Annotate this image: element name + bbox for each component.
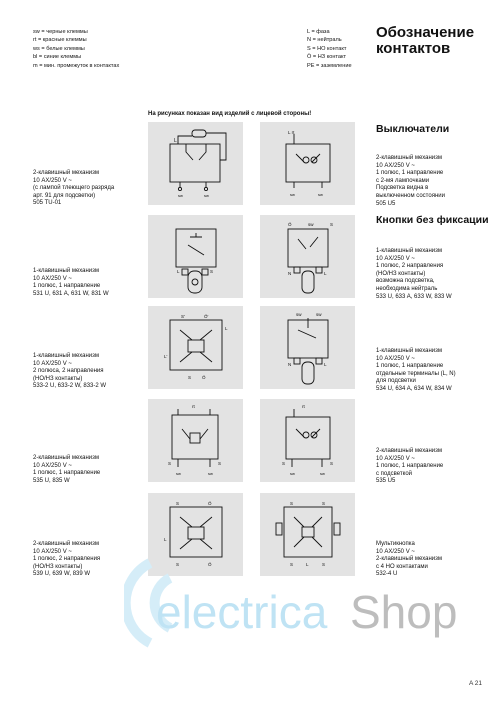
desc-line: отдельные терминалы (L, N) xyxy=(376,370,456,377)
desc-line: 10 АХ/250 V ~ xyxy=(33,462,72,469)
svg-text:sw: sw xyxy=(290,192,295,197)
svg-text:S: S xyxy=(176,501,180,506)
diagram-533-2 xyxy=(148,306,243,389)
svg-text:Ö: Ö xyxy=(208,501,212,506)
svg-text:L': L' xyxy=(164,354,168,359)
desc-line: Подсветка видна в xyxy=(376,185,429,192)
desc-line: 2 полюса, 2 направления xyxy=(33,368,104,375)
description-535-u5 xyxy=(376,448,443,486)
legend-item: Ö = НЗ контакт xyxy=(307,54,347,61)
desc-line: (с лампой тлеющего разряда xyxy=(33,185,115,192)
svg-text:sw: sw xyxy=(316,312,322,317)
desc-line: 1-клавишный механизм xyxy=(33,268,100,274)
svg-text:S: S xyxy=(282,461,286,466)
desc-line: 1-клавишный механизм xyxy=(376,248,443,254)
desc-line: Мультикнопка xyxy=(376,541,415,547)
svg-text:sw: sw xyxy=(320,471,325,476)
svg-text:S: S xyxy=(188,375,192,380)
desc-line: 1 полюс, 2 направления xyxy=(376,263,444,270)
legend-right xyxy=(307,28,352,70)
diagram-535 xyxy=(148,399,243,482)
desc-line: 505 TU-01 xyxy=(33,200,62,207)
description-533 xyxy=(376,248,452,301)
desc-line: 535 U5 xyxy=(376,478,396,485)
svg-text:N: N xyxy=(288,362,292,367)
desc-line: 1 полюс, 1 направление xyxy=(33,470,101,477)
svg-text:S: S xyxy=(330,222,334,227)
svg-text:sw: sw xyxy=(290,471,295,476)
desc-line: с 4 НО контактами xyxy=(376,563,428,570)
svg-text:Ö: Ö xyxy=(202,375,206,380)
desc-line: с 2-мя лампочками xyxy=(376,177,430,184)
svg-text:L: L xyxy=(225,326,228,331)
legend-item: bl = синие клеммы xyxy=(33,54,82,61)
svg-text:S: S xyxy=(330,461,334,466)
desc-line: 2-клавишный механизм xyxy=(33,170,100,176)
description-531 xyxy=(33,268,109,298)
desc-line: 534 U, 634 A, 634 W, 834 W xyxy=(376,385,452,392)
legend-item: L = фаза xyxy=(307,29,330,35)
description-505-tu01 xyxy=(33,170,114,208)
watermark-text-electrica: electrica xyxy=(156,586,328,638)
desc-line: 505 U5 xyxy=(376,200,396,207)
desc-line: 10 АХ/250 V ~ xyxy=(33,548,72,555)
desc-line: (НО/НЗ контакты) xyxy=(376,270,426,277)
description-539 xyxy=(33,541,100,579)
svg-text:S: S xyxy=(218,461,222,466)
electricashop-watermark xyxy=(124,558,464,648)
diagram-531 xyxy=(148,215,243,298)
page-title xyxy=(376,25,474,57)
legend-item: rt = красные клеммы xyxy=(33,37,87,44)
diagram-505-tu01 xyxy=(148,122,243,205)
svg-text:Ö: Ö xyxy=(288,222,292,227)
desc-line: 2-клавишный механизм xyxy=(33,455,100,461)
svg-text:S: S xyxy=(290,562,294,567)
desc-line: 2-клавишный механизм xyxy=(376,448,443,454)
svg-text:L: L xyxy=(324,362,327,367)
svg-text:sw: sw xyxy=(308,222,314,227)
desc-line: 533-2 U, 633-2 W, 833-2 W xyxy=(33,383,107,390)
desc-line: 535 U, 835 W xyxy=(33,477,70,484)
svg-text:S: S xyxy=(176,562,180,567)
legend-item: PE = заземление xyxy=(307,62,352,69)
desc-line: 10 АХ/250 V ~ xyxy=(376,355,415,362)
svg-text:S: S xyxy=(168,461,172,466)
svg-text:sw: sw xyxy=(208,471,213,476)
desc-line: 2-клавишный механизм xyxy=(376,155,443,161)
page-title-line: контактов xyxy=(376,40,451,57)
desc-line: арт. 91 для подсветки) xyxy=(33,192,96,199)
watermark-text-shop: Shop xyxy=(350,586,458,638)
description-535 xyxy=(33,455,100,485)
section-switches: Выключатели xyxy=(376,123,450,135)
diagram-535-u5 xyxy=(260,399,355,482)
desc-line: 10 АХ/250 V ~ xyxy=(376,255,415,262)
svg-text:rt: rt xyxy=(302,404,305,409)
desc-line: 532-4 U xyxy=(376,571,398,578)
legend-item: S = НО контакт xyxy=(307,45,347,52)
desc-line: 533 U, 633 A, 633 W, 833 W xyxy=(376,293,452,300)
desc-line: 1 полюс, 2 направления xyxy=(33,556,101,563)
diagram-505-u5 xyxy=(260,122,355,205)
desc-line: 10 АХ/250 V ~ xyxy=(33,275,72,282)
desc-line: (НО/НЗ контакты) xyxy=(33,375,83,382)
svg-text:L: L xyxy=(177,269,180,274)
desc-line: выключенном состоянии xyxy=(376,192,445,199)
desc-line: 10 АХ/250 V ~ xyxy=(33,360,72,367)
desc-line: 10 АХ/250 V ~ xyxy=(376,455,415,462)
svg-text:L: L xyxy=(306,562,309,567)
page-title-line: Обозначение xyxy=(376,24,475,41)
svg-text:Ö': Ö' xyxy=(204,314,209,319)
svg-text:N: N xyxy=(288,271,292,276)
desc-line: 1 полюс, 1 направление xyxy=(376,363,444,370)
desc-line: 1-клавишный механизм xyxy=(376,348,443,354)
desc-line: 1-клавишный механизм xyxy=(33,353,100,359)
desc-line: 2-клавишный механизм xyxy=(376,556,443,563)
desc-line: с подсветкой xyxy=(376,470,413,477)
legend-item: ws = белые клеммы xyxy=(33,45,85,52)
svg-text:L rt: L rt xyxy=(288,130,295,135)
svg-text:S': S' xyxy=(181,314,185,319)
desc-line: 531 U, 631 A, 631 W, 831 W xyxy=(33,290,109,297)
description-505-u5 xyxy=(376,155,445,208)
svg-text:sw: sw xyxy=(318,192,323,197)
svg-text:sw: sw xyxy=(176,471,181,476)
front-view-note: На рисунках показан вид изделий с лицевой стороны! xyxy=(148,111,312,117)
svg-text:sw: sw xyxy=(296,312,302,317)
desc-line: (НО/НЗ контакты) xyxy=(33,563,83,570)
description-534 xyxy=(376,348,456,394)
svg-text:rt: rt xyxy=(192,404,195,409)
page-number: A 21 xyxy=(468,680,482,687)
legend-item: N = нейтраль xyxy=(307,37,342,44)
desc-line: 10 АХ/250 V ~ xyxy=(376,548,415,555)
desc-line: 10 АХ/250 V ~ xyxy=(33,177,72,184)
legend-left xyxy=(33,28,119,70)
legend-item: m = мин. промежуток в контактах xyxy=(33,62,120,69)
svg-text:sw: sw xyxy=(178,193,183,198)
svg-text:S: S xyxy=(322,501,326,506)
desc-line: 1 полюс, 1 направление xyxy=(376,463,444,470)
svg-text:Ö: Ö xyxy=(208,562,212,567)
svg-text:sw: sw xyxy=(204,193,209,198)
svg-text:L: L xyxy=(164,537,167,542)
desc-line: возможна подсветка, xyxy=(376,278,435,285)
svg-text:S: S xyxy=(322,562,326,567)
svg-text:S: S xyxy=(210,269,214,274)
diagram-534 xyxy=(260,306,355,389)
diagram-533 xyxy=(260,215,355,298)
desc-line: 539 U, 639 W, 839 W xyxy=(33,571,91,578)
desc-line: 10 АХ/250 V ~ xyxy=(376,162,415,169)
desc-line: 1 полюс, 1 направление xyxy=(33,283,101,290)
desc-line: необходима нейтраль xyxy=(376,285,438,292)
svg-text:S: S xyxy=(290,501,294,506)
section-push-buttons: Кнопки без фиксации xyxy=(376,214,489,226)
legend-item: sw = черные клеммы xyxy=(33,29,88,35)
desc-line: для подсветки xyxy=(376,378,416,385)
svg-text:L: L xyxy=(174,138,177,144)
svg-text:L: L xyxy=(324,271,327,276)
glow-lamp-icon xyxy=(192,130,206,137)
desc-line: 2-клавишный механизм xyxy=(33,541,100,547)
desc-line: 1 полюс, 1 направление xyxy=(376,170,444,177)
description-533-2 xyxy=(33,353,106,391)
